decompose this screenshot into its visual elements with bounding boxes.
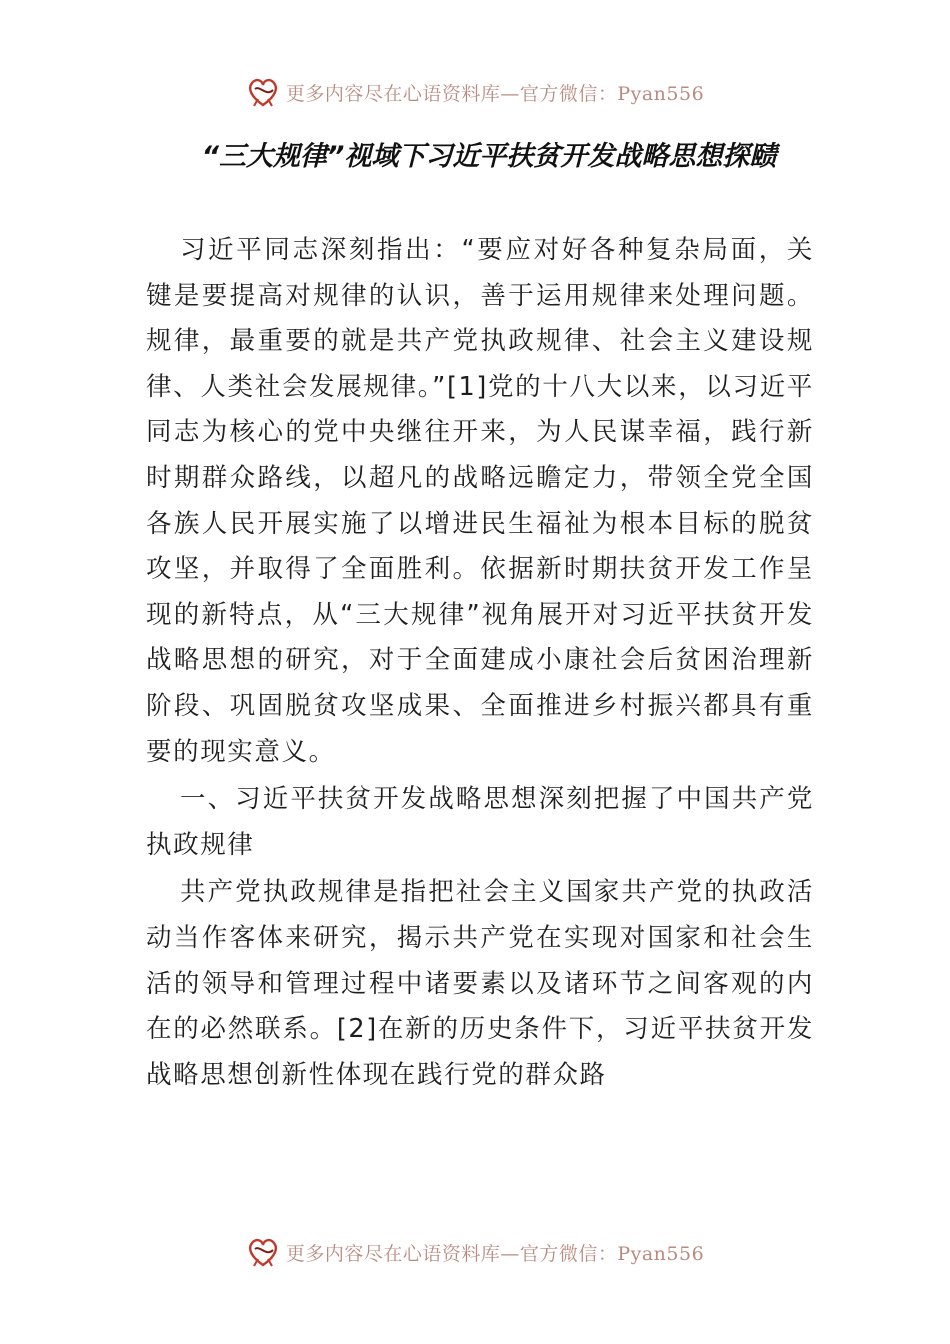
paragraph-intro: 习近平同志深刻指出：“要应对好各种复杂局面，关键是要提高对规律的认识，善于运用规律来处理问题。规律，最重要的就是共产党执政规律、社会主义建设规律、人类社会发展规律。”[1]党的十八大以来，以习近平同志为核心的党中央继往开来，为人民谋幸福，践行新时期群众路线，以超凡的战略远瞻定力，带领全党全国各族人民开展实施了以增进民生福祉为根本目标的脱贫攻坚，并取得了全面胜利。依据新时期扶贫开发工作呈现的新特点，从“三大规律”视角展开对习近平扶贫开发战略思想的研究，对于全面建成小康社会后贫困治理新阶段、巩固脱贫攻坚成果、全面推进乡村振兴都具有重要的现实意义。 xyxy=(146,235,814,767)
heart-ribbon-logo-icon xyxy=(246,1235,280,1269)
paragraph-section-1: 共产党执政规律是指把社会主义国家共产党的执政活动当作客体来研究，揭示共产党在实现对国家和社会生活的领导和管理过程中诸要素以及诸环节之间客观的内在的必然联系。[2]在新的历史条件下，习近平扶贫开发战略思想创新性体现在践行党的群众路 xyxy=(146,877,814,1090)
document-body xyxy=(146,228,814,1098)
footer-watermark-text: 更多内容尽在心语资料库—官方微信：Pyan556 xyxy=(285,1242,705,1265)
section-heading-1: 一、习近平扶贫开发战略思想深刻把握了中国共产党执政规律 xyxy=(146,784,814,860)
header-watermark-text: 更多内容尽在心语资料库—官方微信：Pyan556 xyxy=(285,82,705,105)
footer-watermark xyxy=(0,1230,950,1274)
document-title: “三大规律”视域下习近平扶贫开发战略思想探赜 xyxy=(201,141,777,172)
heart-ribbon-logo-icon xyxy=(246,75,280,109)
header-watermark xyxy=(0,70,950,114)
